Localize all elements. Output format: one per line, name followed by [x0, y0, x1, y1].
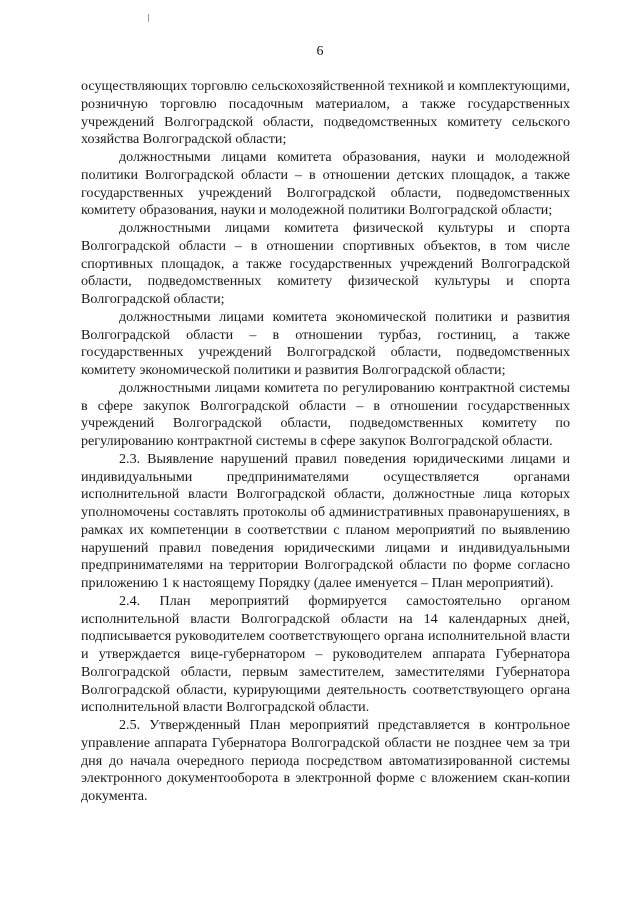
page-number: 6	[316, 44, 324, 59]
document-body	[81, 78, 570, 806]
section-2-3: 2.3. Выявление нарушений правил поведения юридическими лицами и индивидуальными предпринимателями осуществляется органами исполнительной власти Волгоградской области, должностные лица которых уполномочены составлять протоколы об административных правонарушениях, в рамках их компетенции в соответствии с планом мероприятий по выявлению нарушений правил поведения юридическими лицами и индивидуальными предпринимателями на территории Волгоградской области по форме согласно приложению 1 к настоящему Порядку (далее именуется – План мероприятий).	[81, 450, 570, 591]
paragraph-agriculture-continuation: осуществляющих торговлю сельскохозяйственной техникой и комплектующими, розничную торговлю посадочным материалом, а также государственных учреждений Волгоградской области, подведомственных комитету сельского хозяйства Волгоградской области;	[81, 78, 570, 148]
paragraph-sports-committee: должностными лицами комитета физической культуры и спорта Волгоградской области – в отношении спортивных объектов, в том числе спортивных площадок, а также государственных учреждений Волгоградской области, подведомственных комитету физической культуры и спорта Волгоградской области;	[81, 220, 570, 307]
paragraph-education-committee: должностными лицами комитета образования, науки и молодежной политики Волгоградской области – в отношении детских площадок, а также государственных учреждений Волгоградской области, подведомственных комитету образования, науки и молодежной политики Волгоградской области;	[81, 149, 570, 219]
scan-tick-mark	[148, 14, 149, 22]
paragraph-procurement-committee: должностными лицами комитета по регулированию контрактной системы в сфере закупок Волгоградской области – в отношении государственных учреждений Волгоградской области, подведомственных комитету по регулированию контрактной системы в сфере закупок Волгоградской области.	[81, 379, 570, 449]
section-2-5: 2.5. Утвержденный План мероприятий представляется в контрольное управление аппарата Губернатора Волгоградской области не позднее чем за три дня до начала очередного периода посредством автоматизированной системы электронного документооборота в электронной форме с вложением скан-копии документа.	[81, 717, 570, 804]
paragraph-economic-committee: должностными лицами комитета экономической политики и развития Волгоградской области – в отношении турбаз, гостиниц, а также государственных учреждений Волгоградской области, подведомственных комитету экономической политики и развития Волгоградской области;	[81, 308, 570, 378]
section-2-4: 2.4. План мероприятий формируется самостоятельно органом исполнительной власти Волгоградской области на 14 календарных дней, подписывается руководителем соответствующего органа исполнительной власти и утверждается вице-губернатором – руководителем аппарата Губернатора Волгоградской области, первым заместителем, заместителями Губернатора Волгоградской области, курирующими деятельность соответствующего органа исполнительной власти Волгоградской области.	[81, 592, 570, 716]
